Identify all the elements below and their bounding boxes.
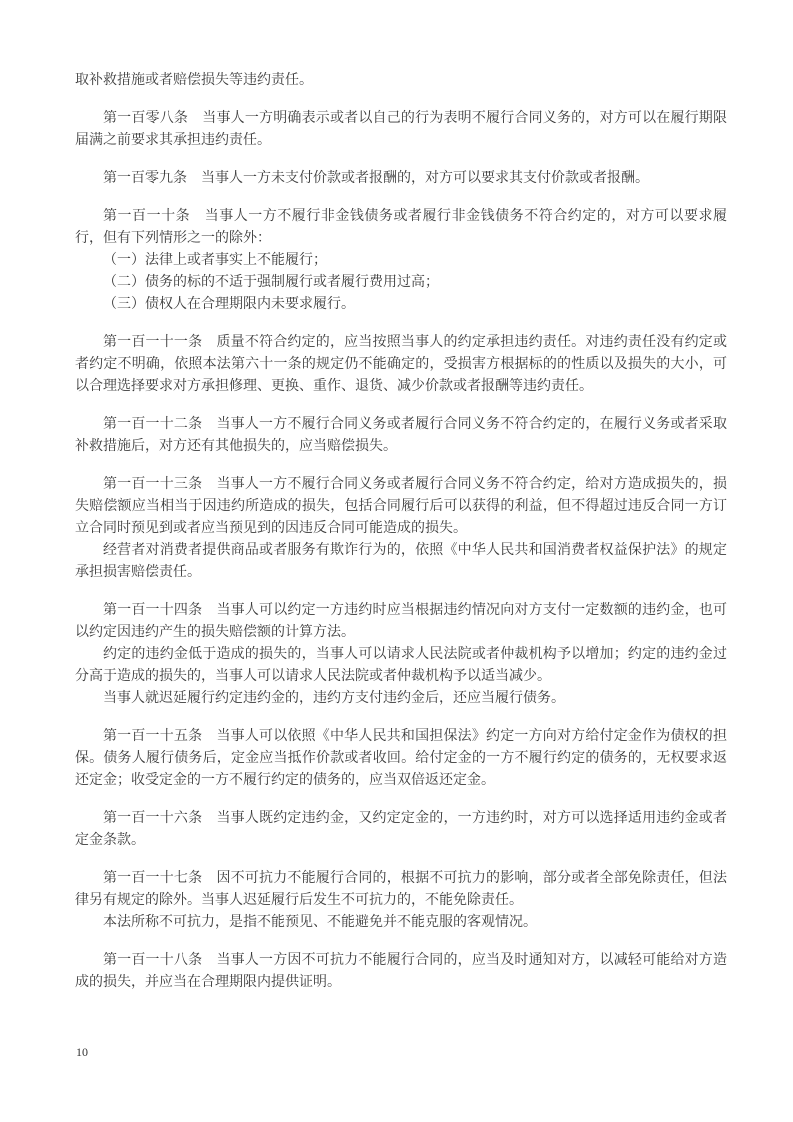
page-number: 10 [76, 1045, 88, 1059]
body-paragraph: 第一百零九条 当事人一方未支付价款或者报酬的，对方可以要求其支付价款或者报酬。 [103, 171, 649, 186]
body-paragraph: （一）法律上或者事实上不能履行； [103, 253, 327, 268]
body-paragraph: （二）债务的标的不适于强制履行或者履行费用过高； [103, 275, 439, 290]
body-paragraph: 第一百一十一条 质量不符合约定的，应当按照当事人的约定承担违约责任。对违约责任没有约定或者约定不明确，依照本法第六十一条的规定仍不能确定的，受损害方根据标的的性质以及损失的大小，可以合理选择要求对方承担修理、更换、重作、退货、减少价款或者报酬等违约责任。 [75, 335, 727, 394]
body-paragraph: 第一百一十条 当事人一方不履行非金钱债务或者履行非金钱债务不符合约定的，对方可以要求履行，但有下列情形之一的除外： [75, 209, 727, 246]
body-paragraph: 约定的违约金低于造成的损失的，当事人可以请求人民法院或者仲裁机构予以增加；约定的违约金过分高于造成的损失的，当事人可以请求人民法院或者仲裁机构予以适当减少。 [75, 647, 727, 684]
body-paragraph: 第一百一十五条 当事人可以依照《中华人民共和国担保法》约定一方向对方给付定金作为债权的担保。债务人履行债务后，定金应当抵作价款或者收回。给付定金的一方不履行约定的债务的，无权要求返还定金；收受定金的一方不履行约定的债务的，应当双倍返还定金。 [75, 729, 727, 788]
body-paragraph: 第一百一十二条 当事人一方不履行合同义务或者履行合同义务不符合约定的，在履行义务或者采取补救措施后，对方还有其他损失的，应当赔偿损失。 [75, 417, 727, 454]
body-paragraph: 经营者对消费者提供商品或者服务有欺诈行为的，依照《中华人民共和国消费者权益保护法》的规定承担损害赔偿责任。 [75, 543, 727, 580]
body-paragraph: 第一百零八条 当事人一方明确表示或者以自己的行为表明不履行合同义务的，对方可以在履行期限届满之前要求其承担违约责任。 [75, 111, 727, 148]
body-paragraph: 本法所称不可抗力，是指不能预见、不能避免并不能克服的客观情况。 [103, 915, 537, 930]
body-paragraph: 第一百一十六条 当事人既约定违约金，又约定定金的，一方违约时，对方可以选择适用违约金或者定金条款。 [75, 811, 727, 848]
body-paragraph: 第一百一十四条 当事人可以约定一方违约时应当根据违约情况向对方支付一定数额的违约金，也可以约定因违约产生的损失赔偿额的计算方法。 [75, 603, 727, 640]
body-paragraph: 第一百一十三条 当事人一方不履行合同义务或者履行合同义务不符合约定，给对方造成损失的，损失赔偿额应当相当于因违约所造成的损失，包括合同履行后可以获得的利益，但不得超过违反合同一方订立合同时预见到或者应当预见到的因违反合同可能造成的损失。 [75, 477, 727, 536]
body-paragraph: 第一百一十七条 因不可抗力不能履行合同的，根据不可抗力的影响，部分或者全部免除责任，但法律另有规定的除外。当事人迟延履行后发生不可抗力的，不能免除责任。 [75, 871, 727, 908]
body-paragraph: 当事人就迟延履行约定违约金的，违约方支付违约金后，还应当履行债务。 [103, 691, 565, 706]
body-paragraph: （三）债权人在合理期限内未要求履行。 [103, 297, 355, 312]
body-paragraph: 第一百一十八条 当事人一方因不可抗力不能履行合同的，应当及时通知对方，以减轻可能给对方造成的损失，并应当在合理期限内提供证明。 [75, 953, 727, 990]
continuation-paragraph: 取补救措施或者赔偿损失等违约责任。 [75, 73, 313, 88]
document-body [75, 70, 727, 994]
